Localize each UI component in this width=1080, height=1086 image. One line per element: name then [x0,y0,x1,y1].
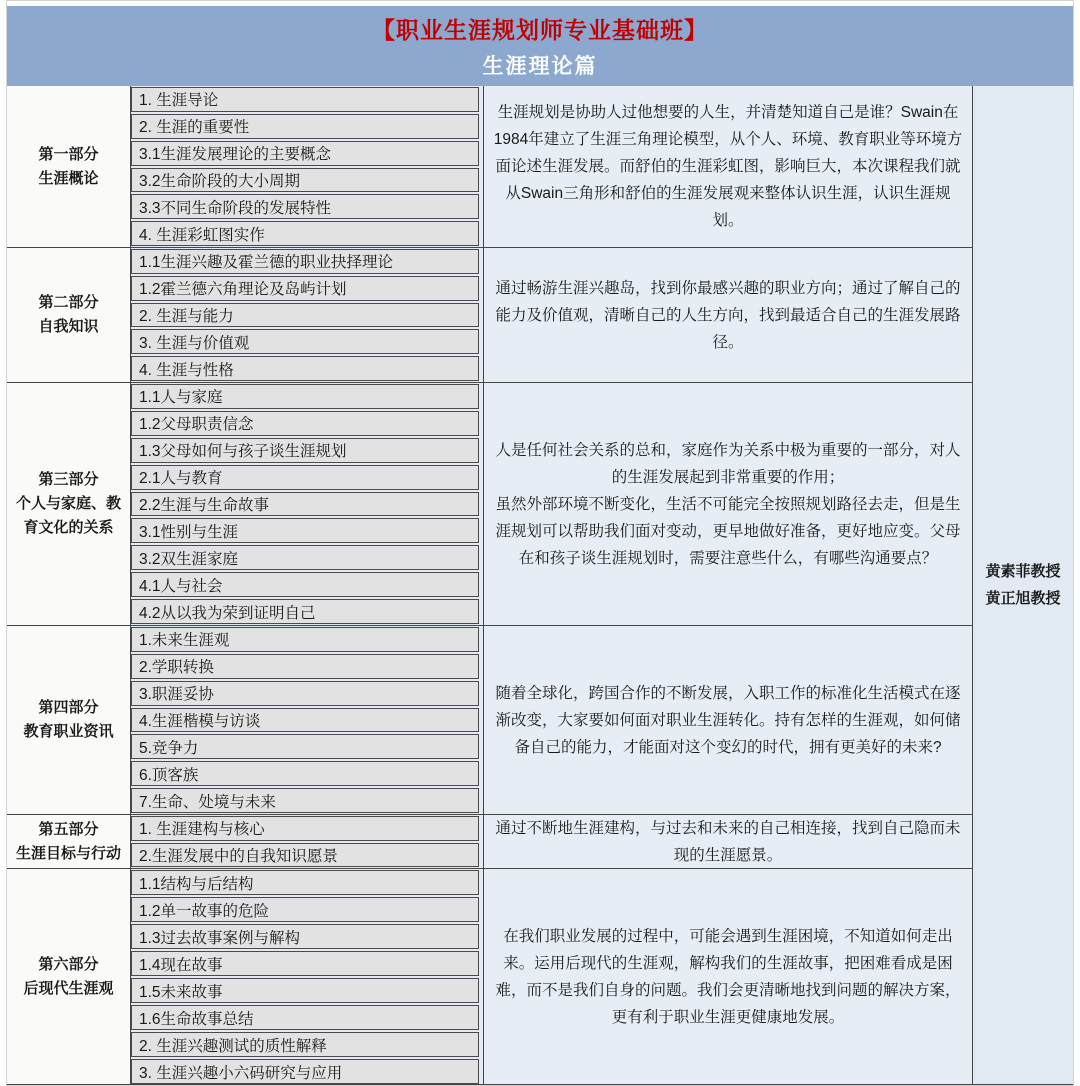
description-paragraph: 在我们职业发展的过程中，可能会遇到生涯困境，不知道如何走出来。运用后现代的生涯观，解构我们的生涯故事，把困难看成是困难，而不是我们自身的问题。我们会更清晰地找到问题的解决方案，更有利于职业生涯更健康地发展。 [495,928,961,1026]
topic-list [131,86,484,247]
section-description [484,383,972,625]
topic-cell: 2. 生涯兴趣测试的质性解释 [131,1032,479,1057]
topic-cell: 2. 生涯与能力 [131,303,479,328]
description-paragraph: 虽然外部环境不断变化，生活不可能完全按照规划路径去走，但是生涯规划可以帮助我们面对变动，更早地做好准备，更好地应变。父母在和孩子谈生涯规划时，需要注意些什么，有哪些沟通要点？ [495,495,961,567]
section-row-part-4 [7,626,972,815]
sections-column [7,86,972,1084]
topic-cell: 3.2双生涯家庭 [131,545,479,570]
topic-cell: 4. 生涯与性格 [131,356,479,381]
topic-cell: 4. 生涯彩虹图实作 [131,221,479,246]
part-label [7,869,131,1085]
topic-cell: 3.1生涯发展理论的主要概念 [131,141,479,166]
part-number: 第一部分 [38,145,99,163]
description-paragraph: 通过畅游生涯兴趣岛，找到你最感兴趣的职业方向；通过了解自己的能力及价值观，清晰自己的人生方向，找到最适合自己的生涯发展路径。 [495,279,961,351]
topic-list [131,383,484,625]
topic-list [131,815,484,868]
topic-cell: 4.1人与社会 [131,572,479,597]
part-number: 第四部分 [38,699,99,716]
part-label [7,815,131,868]
description-paragraph: 随着全球化，跨国合作的不断发展，入职工作的标准化生活模式在逐渐改变，大家要如何面对职业生涯转化。持有怎样的生涯观，如何储备自己的能力，才能面对这个变幻的时代，拥有更美好的未来? [495,684,961,756]
section-description [484,626,972,814]
topic-cell: 1.6生命故事总结 [131,1005,479,1030]
description-paragraph: 人是任何社会关系的总和，家庭作为关系中极为重要的一部分，对人的生涯发展起到非常重要的作用； [495,441,961,486]
topic-cell: 1.1人与家庭 [131,384,479,409]
part-name: 个人与家庭、教育文化的关系 [15,495,121,536]
section-row-part-6 [7,869,972,1085]
part-name: 自我知识 [38,318,99,335]
topic-cell: 3. 生涯与价值观 [131,329,479,354]
topic-cell: 5.竞争力 [131,734,479,759]
part-name: 生涯目标与行动 [15,844,121,862]
part-name: 生涯概论 [38,169,99,187]
topic-cell: 3. 生涯兴趣小六码研究与应用 [131,1059,479,1084]
topic-cell: 2.生涯发展中的自我知识愿景 [131,843,479,868]
topic-cell: 1. 生涯建构与核心 [131,816,479,841]
instructor-name: 黄正旭教授 [985,590,1061,607]
topic-cell: 3.职涯妥协 [131,681,479,706]
part-name: 后现代生涯观 [23,980,114,997]
course-banner [6,6,1074,86]
topic-cell: 3.1性别与生涯 [131,518,479,543]
topic-list [131,248,484,382]
topic-cell: 7.生命、处境与未来 [131,788,479,813]
part-number: 第五部分 [38,820,99,838]
topic-cell: 3.2生命阶段的大小周期 [131,168,479,193]
section-description [484,86,972,247]
course-outline-page [6,0,1074,1086]
section-row-part-3 [7,383,972,626]
topic-cell: 1.1结构与后结构 [131,870,479,895]
section-description [484,815,972,868]
part-label [7,383,131,625]
topic-cell: 2. 生涯的重要性 [131,114,479,139]
topic-cell: 1.2父母职责信念 [131,411,479,436]
instructor-name: 黄素菲教授 [985,563,1061,580]
topic-cell: 2.学职转换 [131,654,479,679]
topic-cell: 1.3父母如何与孩子谈生涯规划 [131,438,479,463]
part-label [7,626,131,814]
course-title: 【职业生涯规划师专业基础班】 [372,17,708,43]
topic-cell: 1. 生涯导论 [131,87,479,112]
description-paragraph: 生涯规划是协助人过他想要的人生，并清楚知道自己是谁？Swain在1984年建立了生涯三角理论模型，从个人、环境、教育职业等环境方面论述生涯发展。而舒伯的生涯彩虹图，影响巨大，本次课程我们就从Swain三角形和舒伯的生涯发展观来整体认识生涯，认识生涯规划。 [493,104,963,229]
topic-cell: 3.3不同生命阶段的发展特性 [131,194,479,219]
topic-cell: 6.顶客族 [131,761,479,786]
part-name: 教育职业资讯 [23,723,114,740]
topic-cell: 2.1人与教育 [131,465,479,490]
section-description [484,869,972,1085]
part-number: 第三部分 [38,471,99,488]
topic-cell: 2.2生涯与生命故事 [131,492,479,517]
topic-list [131,626,484,814]
instructor-cell [972,86,1073,1084]
topic-cell: 1.4现在故事 [131,951,479,976]
topic-cell: 1.1生涯兴趣及霍兰德的职业抉择理论 [131,249,479,274]
topic-cell: 1.5未来故事 [131,978,479,1003]
part-label [7,248,131,382]
topic-cell: 4.2从以我为荣到证明自己 [131,599,479,624]
part-label [7,86,131,247]
part-number: 第六部分 [38,956,99,973]
topic-cell: 1.未来生涯观 [131,627,479,652]
topic-cell: 4.生涯楷模与访谈 [131,708,479,733]
topic-list [131,869,484,1085]
topic-cell: 1.2霍兰德六角理论及岛屿计划 [131,276,479,301]
section-row-part-2 [7,248,972,383]
section-description [484,248,972,382]
topic-cell: 1.2单一故事的危险 [131,897,479,922]
section-row-part-1 [7,86,972,248]
course-subtitle: 生涯理论篇 [482,55,598,78]
description-paragraph: 通过不断地生涯建构，与过去和未来的自己相连接，找到自己隐而未现的生涯愿景。 [495,819,961,864]
topic-cell: 1.3过去故事案例与解构 [131,924,479,949]
section-row-part-5 [7,815,972,869]
part-number: 第二部分 [38,294,99,311]
curriculum-table [6,86,1074,1085]
